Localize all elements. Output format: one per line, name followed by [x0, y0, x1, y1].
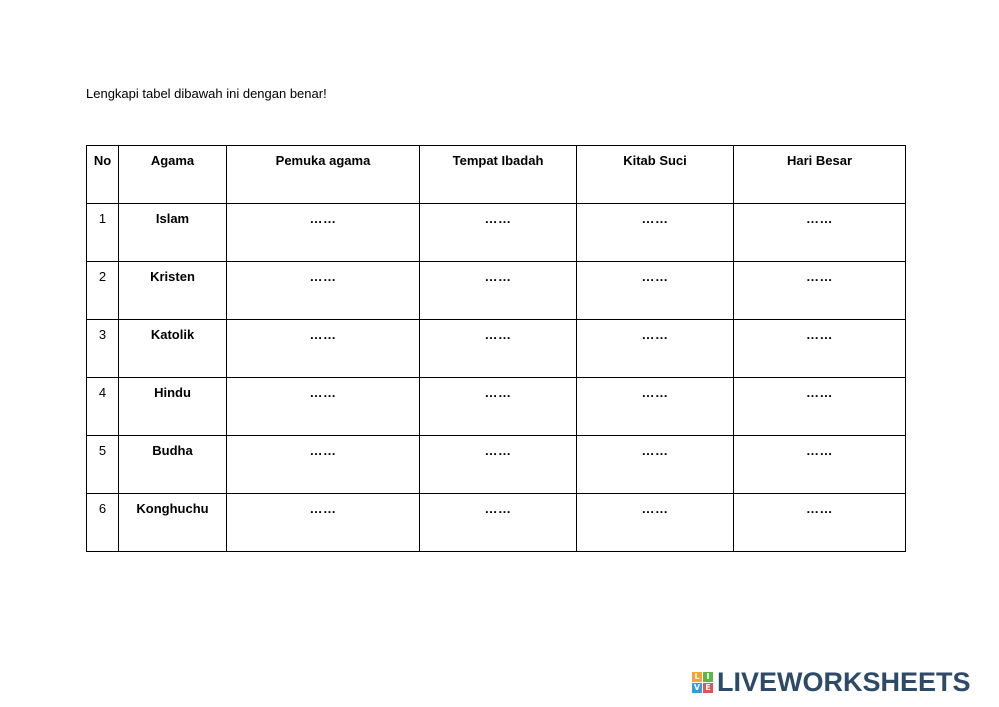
table-header-row	[87, 146, 906, 204]
answer-field-kitab[interactable]: ……	[577, 436, 734, 494]
cell-no: 4	[87, 378, 119, 436]
header-kitab-suci: Kitab Suci	[577, 146, 734, 204]
cell-agama: Kristen	[119, 262, 227, 320]
answer-field-hari[interactable]: ……	[734, 436, 906, 494]
answer-field-hari[interactable]: ……	[734, 494, 906, 552]
table-row	[87, 320, 906, 378]
liveworksheets-logo-icon	[692, 672, 713, 693]
answer-field-tempat[interactable]: ……	[420, 262, 577, 320]
logo-tile-e: E	[703, 683, 713, 693]
header-hari-besar: Hari Besar	[734, 146, 906, 204]
cell-agama: Islam	[119, 204, 227, 262]
answer-field-pemuka[interactable]: ……	[227, 436, 420, 494]
liveworksheets-wordmark: LIVEWORKSHEETS	[717, 667, 971, 697]
answer-field-pemuka[interactable]: ……	[227, 378, 420, 436]
cell-no: 2	[87, 262, 119, 320]
header-no: No	[87, 146, 119, 204]
answer-field-hari[interactable]: ……	[734, 320, 906, 378]
answer-field-kitab[interactable]: ……	[577, 320, 734, 378]
logo-tile-i: I	[703, 672, 713, 682]
cell-no: 6	[87, 494, 119, 552]
cell-no: 1	[87, 204, 119, 262]
table-row	[87, 378, 906, 436]
answer-field-pemuka[interactable]: ……	[227, 204, 420, 262]
cell-agama: Budha	[119, 436, 227, 494]
cell-agama: Konghuchu	[119, 494, 227, 552]
cell-agama: Katolik	[119, 320, 227, 378]
header-agama: Agama	[119, 146, 227, 204]
worksheet-table	[86, 145, 906, 552]
table-row	[87, 436, 906, 494]
answer-field-hari[interactable]: ……	[734, 262, 906, 320]
table-row	[87, 262, 906, 320]
answer-field-hari[interactable]: ……	[734, 378, 906, 436]
answer-field-kitab[interactable]: ……	[577, 494, 734, 552]
logo-tile-v: V	[693, 683, 701, 692]
cell-agama: Hindu	[119, 378, 227, 436]
instruction-text: Lengkapi tabel dibawah ini dengan benar!	[86, 86, 327, 101]
answer-field-pemuka[interactable]: ……	[227, 494, 420, 552]
answer-field-tempat[interactable]: ……	[420, 378, 577, 436]
answer-field-kitab[interactable]: ……	[577, 262, 734, 320]
answer-field-tempat[interactable]: ……	[420, 204, 577, 262]
answer-field-tempat[interactable]: ……	[420, 436, 577, 494]
answer-field-pemuka[interactable]: ……	[227, 262, 420, 320]
answer-field-kitab[interactable]: ……	[577, 204, 734, 262]
header-tempat-ibadah: Tempat Ibadah	[420, 146, 577, 204]
table-row	[87, 204, 906, 262]
logo-tile-l: L	[692, 672, 702, 682]
table-row	[87, 494, 906, 552]
answer-field-kitab[interactable]: ……	[577, 378, 734, 436]
answer-field-tempat[interactable]: ……	[420, 320, 577, 378]
cell-no: 5	[87, 436, 119, 494]
liveworksheets-logo	[692, 668, 971, 696]
header-pemuka-agama: Pemuka agama	[227, 146, 420, 204]
answer-field-hari[interactable]: ……	[734, 204, 906, 262]
answer-field-tempat[interactable]: ……	[420, 494, 577, 552]
answer-field-pemuka[interactable]: ……	[227, 320, 420, 378]
cell-no: 3	[87, 320, 119, 378]
